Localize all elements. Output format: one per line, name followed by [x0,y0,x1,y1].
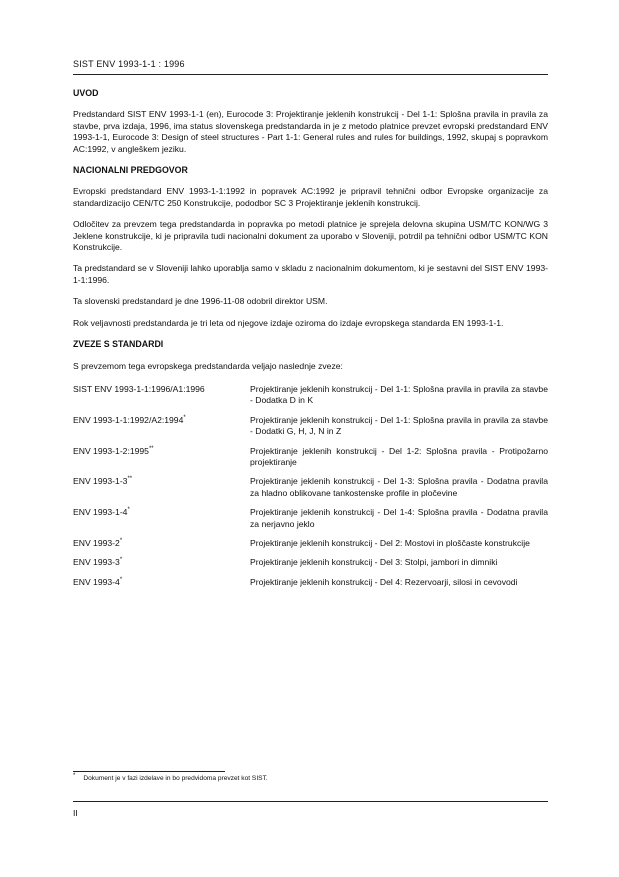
standard-code: ENV 1993-1-2:1995** [73,445,154,456]
footnote-rule [73,771,225,772]
standard-row [73,415,548,438]
standard-description: Projektiranje jeklenih konstrukcij - Del 3: Stolpi, jambori in dimniki [250,557,498,568]
zveze-heading: ZVEZE S STANDARDI [73,339,164,350]
standard-description: Projektiranje jeklenih konstrukcij - Del 1-2: Splošna pravila - Protipožarno projektiranje [250,445,548,467]
standard-row [73,507,548,530]
standard-code: ENV 1993-4* [73,576,123,587]
standard-code: ENV 1993-2* [73,537,123,548]
predgovor-paragraph-3: Ta predstandard se v Sloveniji lahko uporablja samo v skladu z nacionalnim dokumentom, ki je sestavni del SIST ENV 1993-1-1:1996. [73,263,548,285]
standards-list [73,384,548,588]
standard-row [73,557,548,568]
uvod-paragraph: Predstandard SIST ENV 1993-1-1 (en), Eurocode 3: Projektiranje jeklenih konstrukcij - Del 1-1: Splošna pravila in pravila za stavbe, prva izdaja, 1996, ima status slovenskega predstandarda in je z metodo platnice prevzet evropski predstandard ENV 1993-1-1, Eurocode 3: Design of steel structures - Part 1-1: General rules and rules for buildings, 1992, skupaj s popravkom AC:1992, v angleškem jeziku. [73,109,548,154]
standard-description: Projektiranje jeklenih konstrukcij - Del 2: Mostovi in ploščaste konstrukcije [250,537,530,548]
uvod-heading: UVOD [73,88,99,98]
standard-code: ENV 1993-1-1:1992/A2:1994* [73,414,186,425]
standard-description: Projektiranje jeklenih konstrukcij - Del 1-1: Splošna pravila in pravila za stavbe - Dodatka D in K [250,383,548,406]
standard-description: Projektiranje jeklenih konstrukcij - Del 4: Rezervoarji, silosi in cevovodi [250,576,518,587]
standard-description: Projektiranje jeklenih konstrukcij - Del 1-3: Splošna pravila - Dodatna pravila za hladno oblikovane tankostenske profile in pločevine [250,476,548,498]
predgovor-paragraph-4: Ta slovenski predstandard je dne 1996-11-08 odobril direktor USM. [73,296,328,307]
standard-description: Projektiranje jeklenih konstrukcij - Del 1-1: Splošna pravila in pravila za stavbe - Dodatki G, H, J, N in Z [250,414,548,437]
zveze-intro: S prevzemom tega evropskega predstandarda veljajo naslednje zveze: [73,360,343,371]
standard-row [73,538,548,549]
standard-code: SIST ENV 1993-1-1:1996/A1:1996 [73,383,205,394]
standard-row [73,384,548,407]
standard-row [73,577,548,588]
footnote-mark: * [73,772,76,779]
standard-code: ENV 1993-1-4* [73,507,130,518]
document-body [73,88,548,596]
standard-row [73,476,548,499]
document-header: SIST ENV 1993-1-1 : 1996 [73,59,185,69]
predgovor-paragraph-5: Rok veljavnosti predstandarda je tri leta od njegove izdaje oziroma do izdaje evropskega standarda EN 1993-1-1. [73,317,504,328]
footnote [73,772,268,782]
standard-description: Projektiranje jeklenih konstrukcij - Del 1-4: Splošna pravila - Dodatna pravila za nerjavno jeklo [250,507,548,529]
header-rule [73,74,548,75]
predgovor-paragraph-2: Odločitev za prevzem tega predstandarda in popravka po metodi platnice je sprejela delovna skupina USM/TC KON/WG 3 Jeklene konstrukcije, ki je pripravila tudi nacionalni dokument za uporabo v Sloveniji, potrdil pa tehnični odbor USM/TC KON Konstrukcije. [73,219,548,253]
standard-row [73,446,548,469]
predgovor-heading: NACIONALNI PREDGOVOR [73,165,188,176]
predgovor-paragraph-1: Evropski predstandard ENV 1993-1-1:1992 in popravek AC:1992 je pripravil tehnični odbor Evropske organizacije za standardizacijo CEN/TC 250 Konstrukcije, pododbor SC 3 Projektiranje jeklenih konstrukcij. [73,186,548,208]
page-number: II [73,808,78,818]
footnote-text: Dokument je v fazi izdelave in bo predvidoma prevzet kot SIST. [83,775,268,782]
standard-code: ENV 1993-3* [73,557,123,568]
footer-rule [73,801,548,802]
standard-code: ENV 1993-1-3** [73,476,133,487]
